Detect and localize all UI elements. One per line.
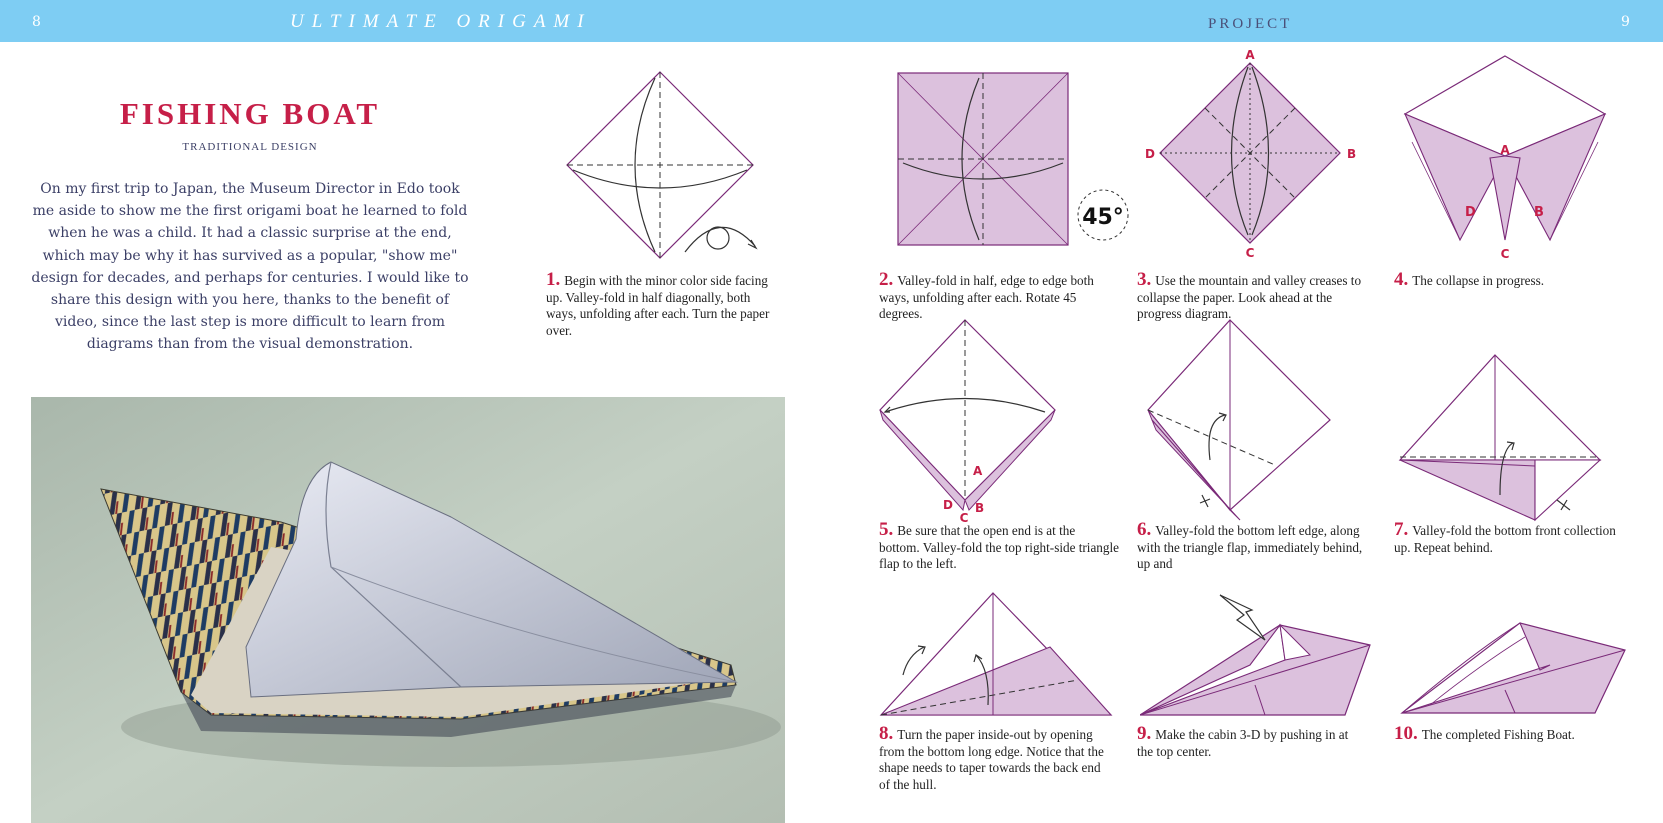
step-8-text: Turn the paper inside-out by opening from the bottom long edge. Notice that the shape needs to taper towards the back end of the hull. (879, 727, 1104, 792)
step-1-number: 1. (546, 269, 561, 290)
step-2-caption (879, 269, 1104, 323)
step-5-text: Be sure that the open end is at the bottom. Valley-fold the top right-side triangle flap to the left. (879, 523, 1120, 572)
step-5-number: 5. (879, 519, 894, 540)
step-7-diagram (1395, 350, 1610, 525)
label-a: A (1500, 143, 1510, 157)
label-a: A (1245, 48, 1255, 62)
article-title: FISHING BOAT (119, 96, 381, 131)
label-c: C (959, 511, 969, 525)
book-title: ULTIMATE ORIGAMI (290, 11, 592, 32)
step-2-text: Valley-fold in half, edge to edge both ways, unfolding after each. Rotate 45 degrees. (879, 273, 1094, 322)
step-3-number: 3. (1137, 269, 1152, 290)
label-b: B (1534, 205, 1544, 220)
step-3-diagram (1140, 45, 1360, 260)
step-7-number: 7. (1394, 519, 1409, 540)
step-1-text: Begin with the minor color side facing up. Valley-fold in half diagonally, both ways, unfolding after each. Turn the paper over. (546, 273, 770, 338)
step-9-number: 9. (1137, 723, 1152, 744)
step-9-text: Make the cabin 3-D by pushing in at the top center. (1137, 727, 1349, 759)
step-9-diagram (1140, 590, 1375, 720)
step-6-diagram (1140, 315, 1340, 525)
label-c: C (1500, 247, 1510, 261)
step-10-number: 10. (1394, 723, 1418, 744)
step-1-diagram (555, 66, 765, 261)
step-10-caption (1394, 723, 1634, 744)
label-c: C (1245, 246, 1255, 260)
step-10-diagram (1400, 615, 1630, 720)
label-d: D (1465, 205, 1476, 220)
step-4-diagram (1400, 50, 1610, 265)
step-7-caption (1394, 519, 1622, 556)
boat-photo (31, 397, 785, 823)
step-5-diagram (875, 315, 1070, 525)
step-4-caption (1394, 269, 1634, 290)
label-b: B (975, 501, 985, 515)
label-d: D (943, 498, 953, 512)
step-4-number: 4. (1394, 269, 1409, 290)
step-6-number: 6. (1137, 519, 1152, 540)
right-page-number: 9 (1621, 14, 1630, 30)
label-b: B (1347, 147, 1357, 161)
step-6-caption (1137, 519, 1365, 573)
article-intro: On my first trip to Japan, the Museum Director in Edo took me aside to show me the first origami boat he learned to fold when he was a child. It had a classic surprise at the end, which may be why it has survived as a popular, "show me" design for decades, and perhaps for centuries. I would like to share this design with you here, thanks to the benefit of video, since the last step is more difficult to learn from diagrams than from the visual demonstration. (31, 181, 469, 353)
step-4-text: The collapse in progress. (1412, 273, 1545, 288)
step-1-caption (546, 269, 781, 339)
step-8-caption (879, 723, 1111, 793)
article-subtitle: TRADITIONAL DESIGN (182, 141, 318, 153)
step-2-number: 2. (879, 269, 894, 290)
step-3-text: Use the mountain and valley creases to collapse the paper. Look ahead at the progress diagram. (1137, 273, 1362, 322)
label-d: D (1145, 147, 1155, 161)
step-7-text: Valley-fold the bottom front collection up. Repeat behind. (1394, 523, 1616, 555)
header-bar (0, 0, 1663, 42)
step-6-text: Valley-fold the bottom left edge, along with the triangle flap, immediately behind, up and (1137, 523, 1363, 572)
step-8-number: 8. (879, 723, 894, 744)
rotation-label: 45° (1082, 205, 1124, 230)
step-5-caption (879, 519, 1120, 573)
left-page-number: 8 (32, 14, 41, 30)
step-9-caption (1137, 723, 1365, 760)
step-8-diagram (878, 585, 1114, 720)
section-label: PROJECT (1208, 16, 1293, 32)
label-a: A (973, 464, 983, 478)
step-3-caption (1137, 269, 1362, 323)
step-10-text: The completed Fishing Boat. (1421, 727, 1575, 742)
step-2-diagram (895, 70, 1140, 250)
